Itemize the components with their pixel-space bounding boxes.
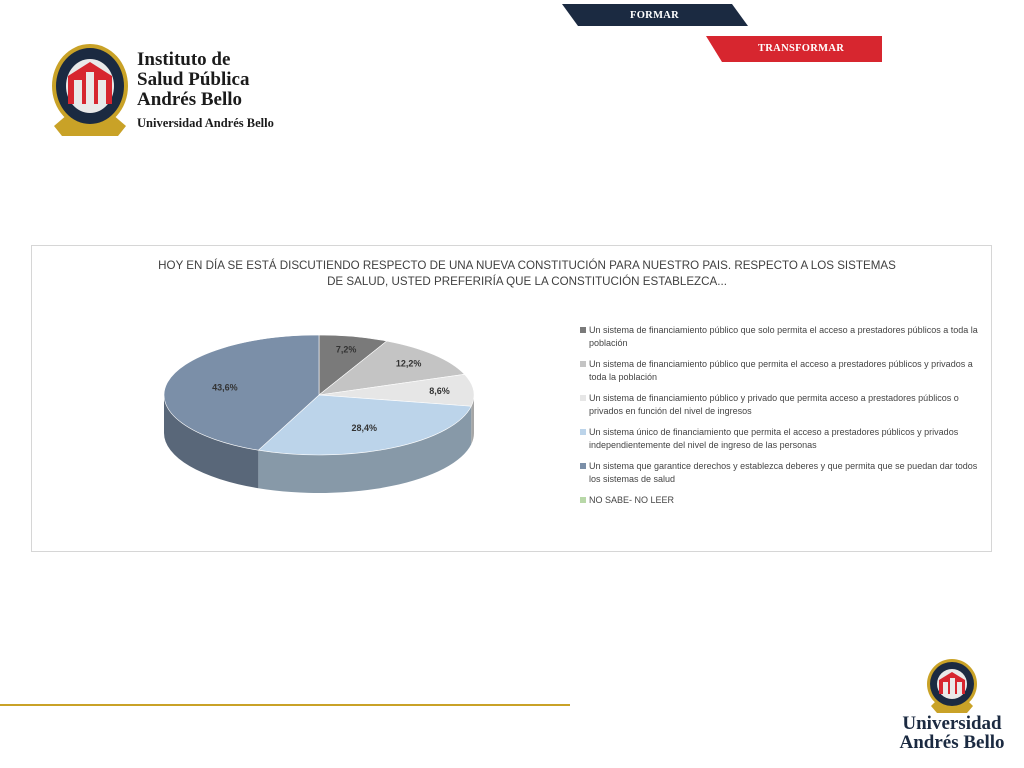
chart-title-line-2: DE SALUD, USTED PREFERIRÍA QUE LA CONSTITUCIÓN ESTABLEZCA... xyxy=(327,275,727,288)
pie-data-label-4: 28,4% xyxy=(351,422,378,433)
chart-legend xyxy=(580,324,990,516)
legend-swatch-3 xyxy=(580,395,586,401)
logo-line-3: Andrés Bello xyxy=(137,89,243,110)
legend-swatch-2 xyxy=(580,361,586,367)
legend-label-1: Un sistema de financiamiento público que solo permita el acceso a prestadores públicos a toda la población xyxy=(589,325,978,348)
footer-banner xyxy=(0,690,1024,768)
legend-item-3 xyxy=(580,392,990,417)
pie-data-label-2: 12,2% xyxy=(395,358,422,369)
legend-item-5 xyxy=(580,460,990,485)
chart-title-line-1: HOY EN DÍA SE ESTÁ DISCUTIENDO RESPECTO DE UNA NUEVA CONSTITUCIÓN PARA NUESTRO PAIS. RESPECTO A LOS SISTEMAS xyxy=(158,259,896,272)
legend-item-4 xyxy=(580,426,990,451)
legend-swatch-6 xyxy=(580,497,586,503)
university-line-1: Universidad xyxy=(902,713,1002,734)
pie-data-label-1: 7,2% xyxy=(335,344,357,355)
legend-label-6: NO SABE- NO LEER xyxy=(589,495,675,505)
logo-line-1: Instituto de xyxy=(137,49,231,70)
legend-item-2 xyxy=(580,358,990,383)
legend-label-3: Un sistema de financiamiento público y privado que permita acceso a prestadores públicos o privados en función del nivel de ingresos xyxy=(589,393,959,416)
transformar-label: TRANSFORMAR xyxy=(758,43,845,54)
legend-swatch-4 xyxy=(580,429,586,435)
university-emblem-icon xyxy=(925,658,979,714)
chart-frame xyxy=(31,245,992,552)
legend-label-5: Un sistema que garantice derechos y establezca deberes y que permita que se puedan dar todos los sistemas de salud xyxy=(589,461,978,484)
legend-label-4: Un sistema único de financiamiento que permita el acceso a prestadores públicos y privados independientemente del nivel de ingreso de las personas xyxy=(589,427,959,450)
university-wordmark xyxy=(898,714,1006,752)
institute-logo xyxy=(48,40,288,140)
legend-label-2: Un sistema de financiamiento público que permita el acceso a prestadores públicos y privados a toda la población xyxy=(589,359,973,382)
pie-data-label-5: 43,6% xyxy=(212,382,238,393)
institute-name xyxy=(137,50,274,131)
legend-item-6 xyxy=(580,494,990,507)
formar-label: FORMAR xyxy=(630,10,680,21)
legend-item-1 xyxy=(580,324,990,349)
logo-line-2: Salud Pública xyxy=(137,69,250,90)
legend-swatch-1 xyxy=(580,327,586,333)
institute-emblem-icon xyxy=(48,40,132,138)
gold-divider xyxy=(0,704,570,706)
legend-swatch-5 xyxy=(580,463,586,469)
pie-data-label-3: 8,6% xyxy=(429,386,450,397)
pie-chart xyxy=(32,246,572,551)
logo-subtitle: Universidad Andrés Bello xyxy=(137,116,274,130)
university-line-2: Andrés Bello xyxy=(899,732,1005,753)
